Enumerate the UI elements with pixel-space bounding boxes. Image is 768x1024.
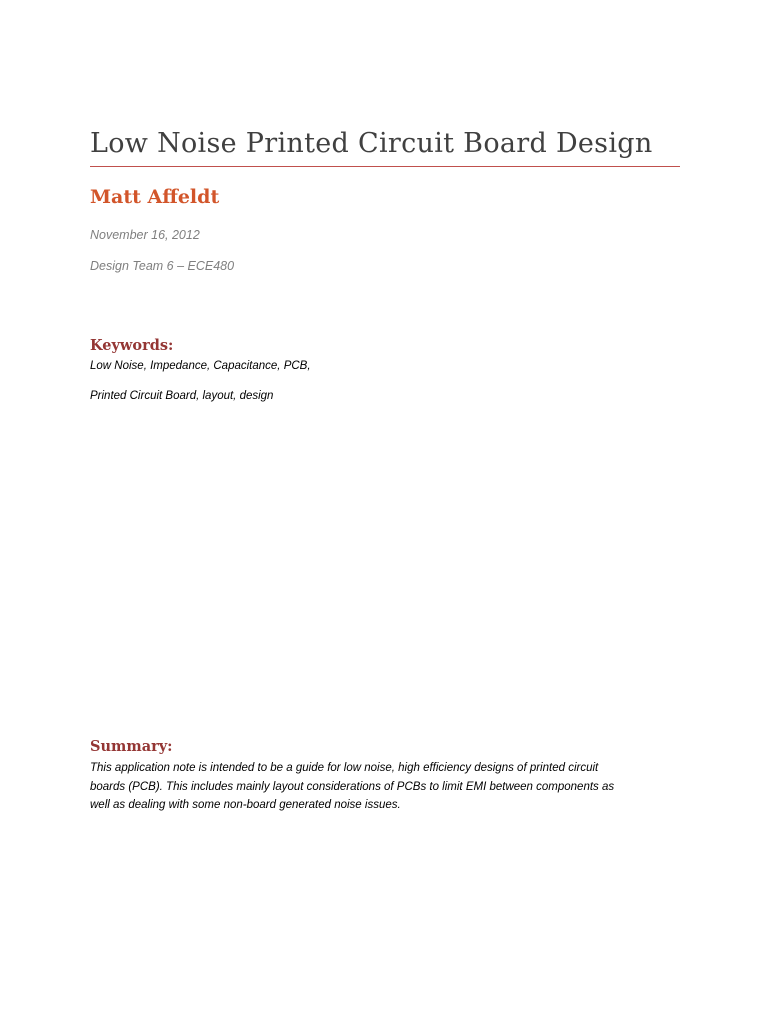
document-team: Design Team 6 – ECE480 xyxy=(90,259,235,273)
keywords-line: Low Noise, Impedance, Capacitance, PCB, xyxy=(90,360,311,372)
summary-line: boards (PCB). This includes mainly layout considerations of PCBs to limit EMI between components as xyxy=(90,780,615,793)
keywords-heading: Keywords: xyxy=(90,337,174,354)
document-date: November 16, 2012 xyxy=(90,228,200,242)
author-name: Matt Affeldt xyxy=(90,186,220,208)
summary-line: well as dealing with some non-board generated noise issues. xyxy=(90,799,401,811)
summary-text xyxy=(90,759,680,815)
document-title: Low Noise Printed Circuit Board Design xyxy=(90,128,653,159)
title-underline xyxy=(90,166,680,167)
summary-heading: Summary: xyxy=(90,738,173,755)
keywords-line: Printed Circuit Board, layout, design xyxy=(90,390,274,402)
summary-line: This application note is intended to be a guide for low noise, high efficiency designs of printed circuit xyxy=(90,762,599,774)
